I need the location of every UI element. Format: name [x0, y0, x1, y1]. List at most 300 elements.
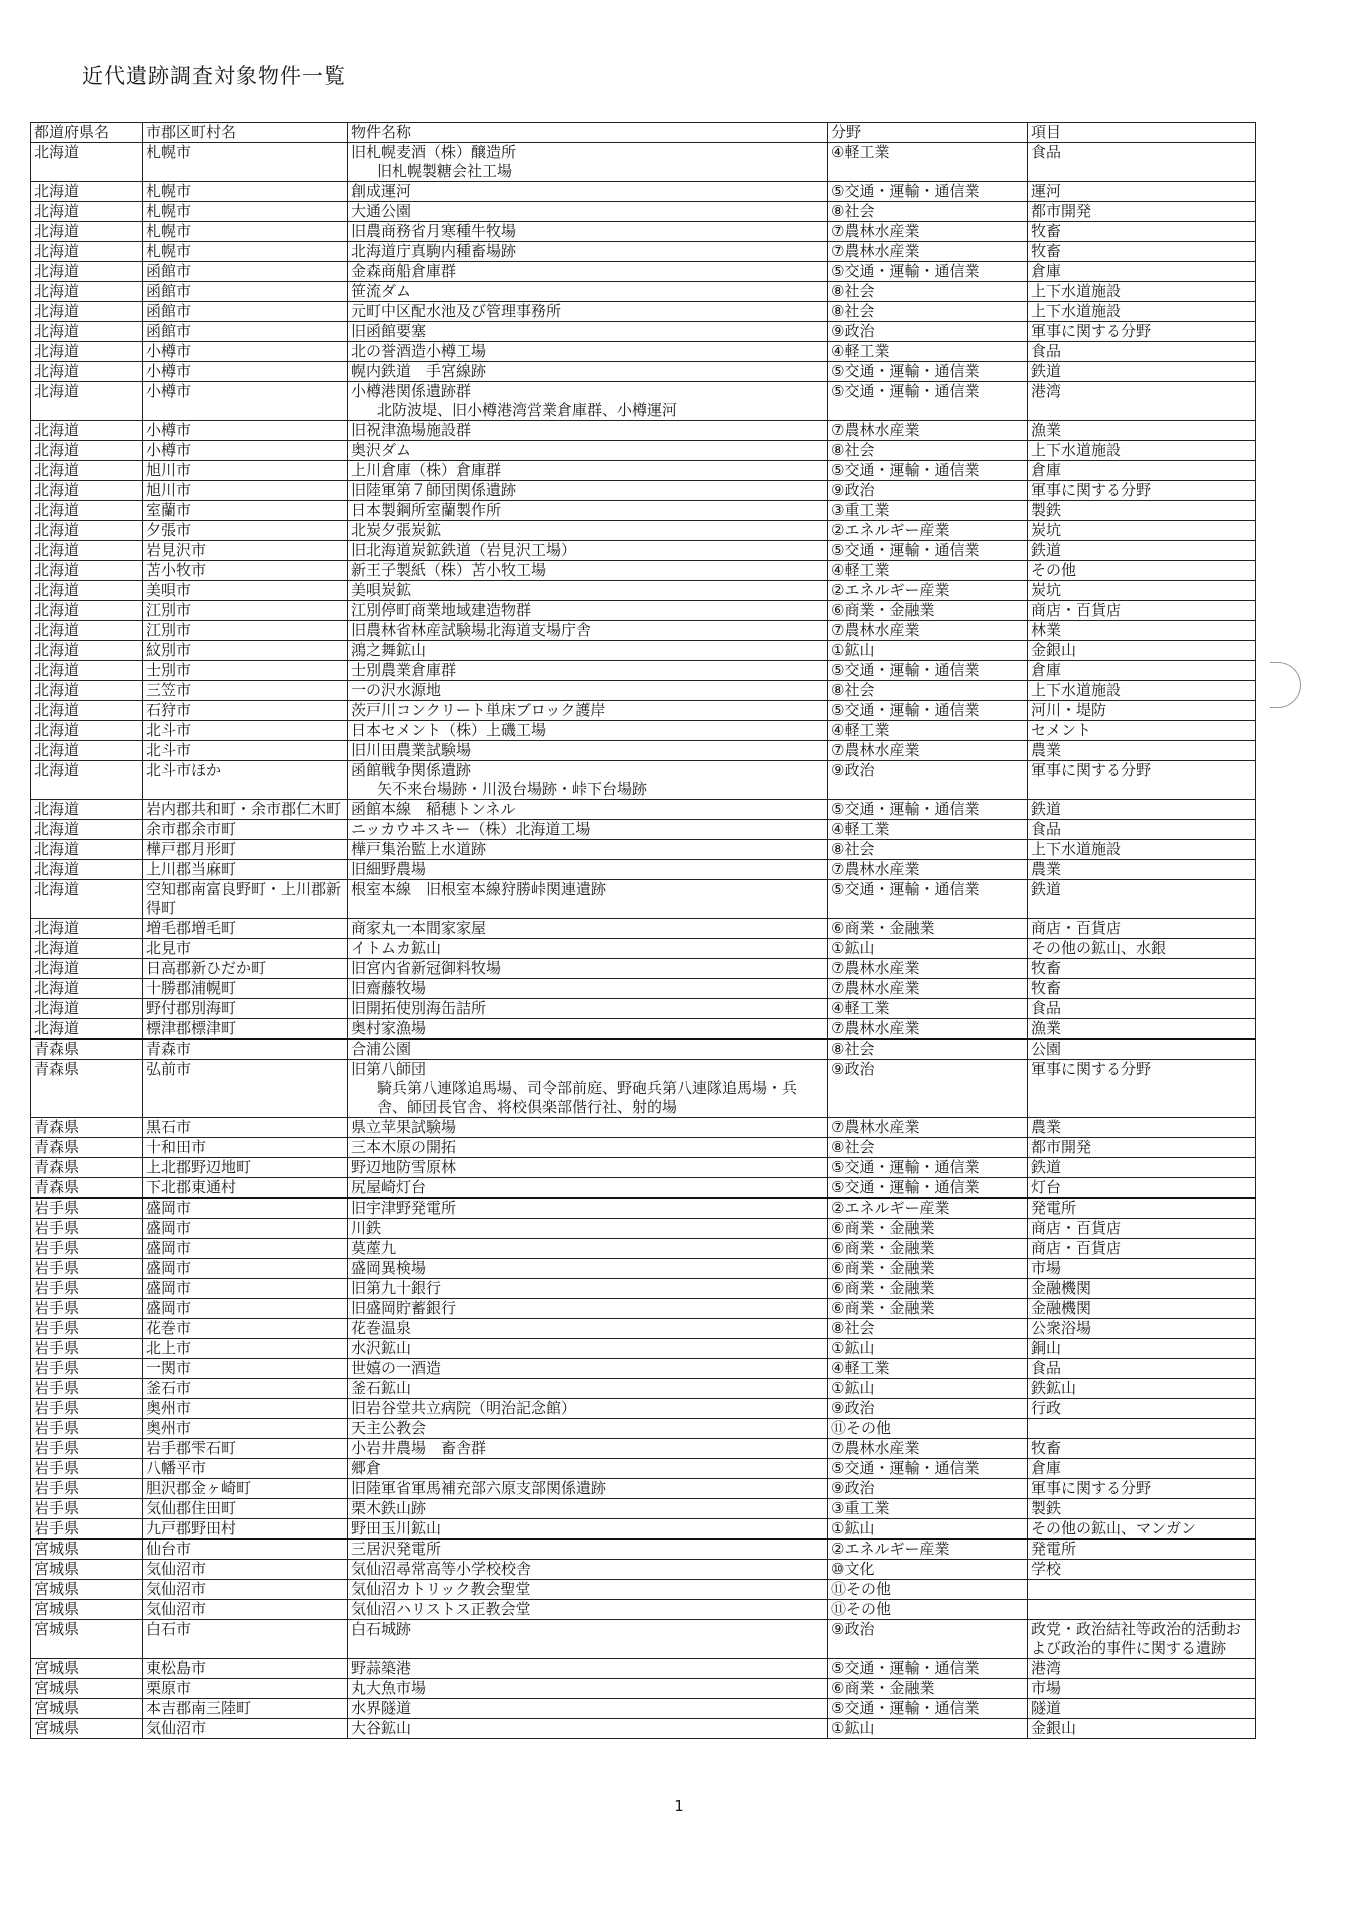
table-row [31, 1138, 1256, 1158]
prefecture-cell: 宮城県 [31, 1659, 143, 1679]
field-cell: ⑤交通・運輸・通信業 [828, 1459, 1028, 1479]
property-name-cell [348, 1600, 828, 1620]
property-name-cell [348, 999, 828, 1019]
municipality-cell: 北斗市 [143, 741, 348, 761]
prefecture-cell: 岩手県 [31, 1198, 143, 1219]
table-row [31, 641, 1256, 661]
municipality-cell: 十勝郡浦幌町 [143, 979, 348, 999]
property-name: 天主公教会 [351, 1419, 427, 1437]
municipality-cell: 栗原市 [143, 1679, 348, 1699]
property-name-cell [348, 1339, 828, 1359]
property-name-cell [348, 441, 828, 461]
prefecture-cell: 岩手県 [31, 1259, 143, 1279]
municipality-cell: 下北郡東通村 [143, 1178, 348, 1199]
property-name-cell [348, 1019, 828, 1040]
municipality-cell: 盛岡市 [143, 1259, 348, 1279]
field-cell: ⑨政治 [828, 1620, 1028, 1659]
table-row [31, 1178, 1256, 1199]
table-row [31, 820, 1256, 840]
item-cell: 食品 [1028, 1359, 1256, 1379]
table-row [31, 202, 1256, 222]
table-row [31, 701, 1256, 721]
field-cell: ⑤交通・運輸・通信業 [828, 701, 1028, 721]
item-cell: 港湾 [1028, 382, 1256, 421]
property-name-cell [348, 1539, 828, 1560]
property-name-cell [348, 521, 828, 541]
municipality-cell: 九戸郡野田村 [143, 1519, 348, 1540]
property-name-cell [348, 1399, 828, 1419]
field-cell: ②エネルギー産業 [828, 1539, 1028, 1560]
property-name: イトムカ鉱山 [351, 939, 442, 957]
table-row [31, 1620, 1256, 1659]
field-cell: ⑨政治 [828, 1399, 1028, 1419]
property-name: 旧宇津野発電所 [351, 1199, 457, 1217]
field-cell: ⑪その他 [828, 1600, 1028, 1620]
table-row [31, 860, 1256, 880]
property-name-cell [348, 1379, 828, 1399]
property-name-cell [348, 641, 828, 661]
item-cell: 鉄道 [1028, 800, 1256, 820]
table-row [31, 302, 1256, 322]
municipality-cell: 岩手郡雫石町 [143, 1439, 348, 1459]
item-cell: 上下水道施設 [1028, 302, 1256, 322]
municipality-cell: 苫小牧市 [143, 561, 348, 581]
prefecture-cell: 北海道 [31, 1019, 143, 1040]
property-name-cell [348, 1620, 828, 1659]
property-name: 函館本線 稲穂トンネル [351, 800, 516, 818]
field-cell: ⑤交通・運輸・通信業 [828, 382, 1028, 421]
item-cell: 食品 [1028, 143, 1256, 182]
field-cell: ⑧社会 [828, 681, 1028, 701]
prefecture-cell: 北海道 [31, 661, 143, 681]
property-name: 笹流ダム [351, 282, 412, 300]
table-row [31, 661, 1256, 681]
item-cell: 発電所 [1028, 1539, 1256, 1560]
property-name: 茨戸川コンクリート単床ブロック護岸 [351, 701, 606, 719]
table-row [31, 1600, 1256, 1620]
item-cell: その他の鉱山、マンガン [1028, 1519, 1256, 1540]
municipality-cell: 小樽市 [143, 421, 348, 441]
table-row [31, 262, 1256, 282]
property-name: 三本木原の開拓 [351, 1138, 457, 1156]
table-row [31, 1158, 1256, 1178]
prefecture-cell: 宮城県 [31, 1620, 143, 1659]
field-cell: ⑤交通・運輸・通信業 [828, 362, 1028, 382]
item-cell: 牧畜 [1028, 1439, 1256, 1459]
field-cell: ⑧社会 [828, 302, 1028, 322]
table-row [31, 1699, 1256, 1719]
table-row [31, 1198, 1256, 1219]
municipality-cell: 小樽市 [143, 342, 348, 362]
prefecture-cell: 岩手県 [31, 1459, 143, 1479]
field-cell: ②エネルギー産業 [828, 581, 1028, 601]
prefecture-cell: 北海道 [31, 601, 143, 621]
property-name-cell [348, 701, 828, 721]
column-header: 分野 [828, 123, 1028, 143]
prefecture-cell: 岩手県 [31, 1299, 143, 1319]
municipality-cell: 気仙沼市 [143, 1580, 348, 1600]
property-name: 気仙沼尋常高等小学校校舎 [351, 1560, 532, 1578]
table-row [31, 1379, 1256, 1399]
property-name: 日本セメント（株）上磯工場 [351, 721, 547, 739]
municipality-cell: 石狩市 [143, 701, 348, 721]
table-row [31, 461, 1256, 481]
property-name: 旧第九十銀行 [351, 1279, 442, 1297]
item-cell: 農業 [1028, 741, 1256, 761]
field-cell: ⑦農林水産業 [828, 1439, 1028, 1459]
property-name: 川鉄 [351, 1219, 382, 1237]
item-cell: 金銀山 [1028, 641, 1256, 661]
property-name: 日本製鋼所室蘭製作所 [351, 501, 502, 519]
table-row [31, 1580, 1256, 1600]
field-cell: ⑦農林水産業 [828, 1019, 1028, 1040]
item-cell: セメント [1028, 721, 1256, 741]
property-name-cell [348, 1158, 828, 1178]
property-name: 旧岩谷堂共立病院（明治記念館） [351, 1399, 577, 1417]
field-cell: ⑤交通・運輸・通信業 [828, 461, 1028, 481]
prefecture-cell: 宮城県 [31, 1679, 143, 1699]
property-name-cell [348, 1359, 828, 1379]
field-cell: ⑧社会 [828, 282, 1028, 302]
field-cell: ⑨政治 [828, 1479, 1028, 1499]
property-name-cell [348, 661, 828, 681]
prefecture-cell: 北海道 [31, 143, 143, 182]
item-cell [1028, 1419, 1256, 1439]
page-number: 1 [674, 1797, 684, 1815]
municipality-cell: 上川郡当麻町 [143, 860, 348, 880]
property-name: 合浦公園 [351, 1040, 412, 1058]
field-cell: ⑤交通・運輸・通信業 [828, 1178, 1028, 1199]
property-name: 鴻之舞鉱山 [351, 641, 427, 659]
table-row [31, 741, 1256, 761]
property-name-cell [348, 541, 828, 561]
prefecture-cell: 北海道 [31, 202, 143, 222]
municipality-cell: 増毛郡増毛町 [143, 919, 348, 939]
prefecture-cell: 北海道 [31, 222, 143, 242]
municipality-cell: 野付郡別海町 [143, 999, 348, 1019]
page-title: 近代遺跡調査対象物件一覧 [82, 64, 346, 88]
item-cell: 製鉄 [1028, 501, 1256, 521]
item-cell: 軍事に関する分野 [1028, 322, 1256, 342]
prefecture-cell: 北海道 [31, 561, 143, 581]
property-name: 小岩井農場 畜舎群 [351, 1439, 487, 1457]
prefecture-cell: 北海道 [31, 800, 143, 820]
municipality-cell: 岩見沢市 [143, 541, 348, 561]
table-row [31, 561, 1256, 581]
table-row [31, 1560, 1256, 1580]
item-cell: 学校 [1028, 1560, 1256, 1580]
property-name-cell [348, 561, 828, 581]
prefecture-cell: 北海道 [31, 262, 143, 282]
table-row [31, 421, 1256, 441]
item-cell: 隧道 [1028, 1699, 1256, 1719]
property-table [30, 122, 1255, 1739]
item-cell: 商店・百貨店 [1028, 1219, 1256, 1239]
table-row [31, 322, 1256, 342]
prefecture-cell: 岩手県 [31, 1279, 143, 1299]
field-cell: ④軽工業 [828, 721, 1028, 741]
prefecture-cell: 北海道 [31, 302, 143, 322]
prefecture-cell: 北海道 [31, 182, 143, 202]
item-cell: 都市開発 [1028, 1138, 1256, 1158]
item-cell: 灯台 [1028, 1178, 1256, 1199]
municipality-cell: 函館市 [143, 262, 348, 282]
item-cell: 牧畜 [1028, 242, 1256, 262]
table-row [31, 1359, 1256, 1379]
table-row [31, 681, 1256, 701]
property-name: 旧祝津漁場施設群 [351, 421, 472, 439]
column-header: 都道府県名 [31, 123, 143, 143]
property-name: 旧農商務省月寒種牛牧場 [351, 222, 517, 240]
prefecture-cell: 北海道 [31, 761, 143, 800]
item-cell: 軍事に関する分野 [1028, 1060, 1256, 1118]
table-row [31, 1259, 1256, 1279]
property-name: 北海道庁真駒内種畜場跡 [351, 242, 517, 260]
property-name: 商家丸一本間家家屋 [351, 919, 487, 937]
property-name-cell [348, 1719, 828, 1739]
field-cell: ⑧社会 [828, 1319, 1028, 1339]
table-row [31, 242, 1256, 262]
field-cell: ⑦農林水産業 [828, 621, 1028, 641]
municipality-cell: 樺戸郡月形町 [143, 840, 348, 860]
property-name-cell [348, 1259, 828, 1279]
field-cell: ⑤交通・運輸・通信業 [828, 1659, 1028, 1679]
field-cell: ⑤交通・運輸・通信業 [828, 661, 1028, 681]
prefecture-cell: 北海道 [31, 741, 143, 761]
property-name: 元町中区配水池及び管理事務所 [351, 302, 562, 320]
item-cell: 市場 [1028, 1259, 1256, 1279]
property-name-cell [348, 1319, 828, 1339]
item-cell: 牧畜 [1028, 979, 1256, 999]
prefecture-cell: 北海道 [31, 382, 143, 421]
item-cell: その他の鉱山、水銀 [1028, 939, 1256, 959]
item-cell: 軍事に関する分野 [1028, 1479, 1256, 1499]
property-name: 野辺地防雪原林 [351, 1158, 457, 1176]
property-name-cell [348, 421, 828, 441]
table-row [31, 1219, 1256, 1239]
field-cell: ①鉱山 [828, 939, 1028, 959]
item-cell: 金融機関 [1028, 1299, 1256, 1319]
prefecture-cell: 北海道 [31, 501, 143, 521]
item-cell: 市場 [1028, 1679, 1256, 1699]
table-row [31, 581, 1256, 601]
property-name-cell [348, 1060, 828, 1118]
table-row [31, 1539, 1256, 1560]
column-header: 項目 [1028, 123, 1256, 143]
municipality-cell: 北斗市 [143, 721, 348, 741]
field-cell: ⑤交通・運輸・通信業 [828, 1699, 1028, 1719]
property-name: 旧札幌麦酒（株）醸造所 [351, 143, 517, 161]
item-cell: 鉄道 [1028, 880, 1256, 919]
table-row [31, 182, 1256, 202]
table-row [31, 800, 1256, 820]
municipality-cell: 奥州市 [143, 1399, 348, 1419]
municipality-cell: 北斗市ほか [143, 761, 348, 800]
municipality-cell: 盛岡市 [143, 1299, 348, 1319]
prefecture-cell: 北海道 [31, 880, 143, 919]
prefecture-cell: 青森県 [31, 1158, 143, 1178]
property-name-cell [348, 581, 828, 601]
item-cell: 行政 [1028, 1399, 1256, 1419]
field-cell: ⑧社会 [828, 202, 1028, 222]
item-cell: 商店・百貨店 [1028, 919, 1256, 939]
column-header: 市郡区町村名 [143, 123, 348, 143]
property-name: 大谷鉱山 [351, 1719, 412, 1737]
property-name: 白石城跡 [351, 1620, 412, 1638]
table-row [31, 1319, 1256, 1339]
field-cell: ⑨政治 [828, 481, 1028, 501]
item-cell: 牧畜 [1028, 222, 1256, 242]
municipality-cell: 札幌市 [143, 242, 348, 262]
property-name: 北の誉酒造小樽工場 [351, 342, 487, 360]
municipality-cell: 小樽市 [143, 362, 348, 382]
prefecture-cell: 岩手県 [31, 1439, 143, 1459]
item-cell: 金融機関 [1028, 1279, 1256, 1299]
property-name-cell [348, 959, 828, 979]
item-cell: 農業 [1028, 860, 1256, 880]
property-name-cell [348, 1118, 828, 1138]
item-cell: 食品 [1028, 342, 1256, 362]
prefecture-cell: 北海道 [31, 840, 143, 860]
municipality-cell: 仙台市 [143, 1539, 348, 1560]
item-cell: 都市開発 [1028, 202, 1256, 222]
field-cell: ⑦農林水産業 [828, 979, 1028, 999]
municipality-cell: 盛岡市 [143, 1279, 348, 1299]
prefecture-cell: 岩手県 [31, 1479, 143, 1499]
property-name-cell [348, 721, 828, 741]
field-cell: ⑥商業・金融業 [828, 1259, 1028, 1279]
prefecture-cell: 北海道 [31, 701, 143, 721]
table-row [31, 919, 1256, 939]
item-cell: 倉庫 [1028, 661, 1256, 681]
property-name-cell [348, 919, 828, 939]
municipality-cell: 江別市 [143, 621, 348, 641]
table-row [31, 1499, 1256, 1519]
prefecture-cell: 北海道 [31, 820, 143, 840]
property-name-cell [348, 1679, 828, 1699]
prefecture-cell: 青森県 [31, 1039, 143, 1060]
property-name: 新王子製紙（株）苫小牧工場 [351, 561, 547, 579]
field-cell: ②エネルギー産業 [828, 1198, 1028, 1219]
property-name-cell [348, 242, 828, 262]
property-name: 奥沢ダム [351, 441, 412, 459]
property-name: 丸大魚市場 [351, 1679, 427, 1697]
municipality-cell: 青森市 [143, 1039, 348, 1060]
item-cell: 運河 [1028, 182, 1256, 202]
field-cell: ②エネルギー産業 [828, 521, 1028, 541]
property-name-cell [348, 1560, 828, 1580]
property-name-cell [348, 501, 828, 521]
property-name: 旧陸軍省軍馬補充部六原支部関係遺跡 [351, 1479, 607, 1497]
municipality-cell: 花巻市 [143, 1319, 348, 1339]
municipality-cell: 士別市 [143, 661, 348, 681]
property-name: 美唄炭鉱 [351, 581, 412, 599]
prefecture-cell: 北海道 [31, 461, 143, 481]
field-cell: ⑥商業・金融業 [828, 1239, 1028, 1259]
municipality-cell: 函館市 [143, 302, 348, 322]
prefecture-cell: 青森県 [31, 1178, 143, 1199]
field-cell: ⑪その他 [828, 1580, 1028, 1600]
property-name-cell [348, 1039, 828, 1060]
property-name-cell [348, 481, 828, 501]
property-name-cell [348, 143, 828, 182]
field-cell: ⑤交通・運輸・通信業 [828, 262, 1028, 282]
prefecture-cell: 北海道 [31, 641, 143, 661]
field-cell: ⑦農林水産業 [828, 242, 1028, 262]
field-cell: ①鉱山 [828, 1339, 1028, 1359]
property-name-cell [348, 1580, 828, 1600]
property-name-cell [348, 840, 828, 860]
item-cell: 農業 [1028, 1118, 1256, 1138]
municipality-cell: 釜石市 [143, 1379, 348, 1399]
field-cell: ①鉱山 [828, 641, 1028, 661]
field-cell: ①鉱山 [828, 1719, 1028, 1739]
property-name: 一の沢水源地 [351, 681, 442, 699]
municipality-cell: 札幌市 [143, 202, 348, 222]
item-cell: 商店・百貨店 [1028, 601, 1256, 621]
property-name: 旧第八師団 [351, 1060, 427, 1078]
field-cell: ⑦農林水産業 [828, 959, 1028, 979]
item-cell: 上下水道施設 [1028, 840, 1256, 860]
item-cell: 上下水道施設 [1028, 441, 1256, 461]
prefecture-cell: 北海道 [31, 681, 143, 701]
table-row [31, 601, 1256, 621]
table-row [31, 721, 1256, 741]
property-name: 旧函館要塞 [351, 322, 427, 340]
property-name-cell [348, 302, 828, 322]
property-name: 根室本線 旧根室本線狩勝峠関連遺跡 [351, 880, 607, 898]
table-row [31, 1479, 1256, 1499]
prefecture-cell: 北海道 [31, 721, 143, 741]
municipality-cell: 奥州市 [143, 1419, 348, 1439]
item-cell: 港湾 [1028, 1659, 1256, 1679]
property-name: 奥村家漁場 [351, 1019, 427, 1037]
item-cell: 倉庫 [1028, 461, 1256, 481]
prefecture-cell: 岩手県 [31, 1399, 143, 1419]
municipality-cell: 白石市 [143, 1620, 348, 1659]
table-row [31, 840, 1256, 860]
field-cell: ⑥商業・金融業 [828, 1299, 1028, 1319]
municipality-cell: 美唄市 [143, 581, 348, 601]
property-name-cell [348, 282, 828, 302]
municipality-cell: 上北郡野辺地町 [143, 1158, 348, 1178]
municipality-cell: 八幡平市 [143, 1459, 348, 1479]
property-name: 気仙沼ハリストス正教会堂 [351, 1600, 531, 1618]
item-cell: 政党・政治結社等政治的活動および政治的事件に関する遺跡 [1028, 1620, 1256, 1659]
property-name-cell [348, 1239, 828, 1259]
property-name: 釜石鉱山 [351, 1379, 412, 1397]
prefecture-cell: 宮城県 [31, 1600, 143, 1620]
field-cell: ⑨政治 [828, 1060, 1028, 1118]
prefecture-cell: 北海道 [31, 322, 143, 342]
field-cell: ⑥商業・金融業 [828, 1679, 1028, 1699]
property-name: 野田玉川鉱山 [351, 1519, 442, 1537]
table-row [31, 999, 1256, 1019]
field-cell: ③重工業 [828, 501, 1028, 521]
municipality-cell: 一関市 [143, 1359, 348, 1379]
prefecture-cell: 北海道 [31, 999, 143, 1019]
prefecture-cell: 北海道 [31, 242, 143, 262]
table-row [31, 382, 1256, 421]
prefecture-cell: 青森県 [31, 1060, 143, 1118]
column-header: 物件名称 [348, 123, 828, 143]
property-name: 県立苹果試験場 [351, 1118, 457, 1136]
field-cell: ⑤交通・運輸・通信業 [828, 541, 1028, 561]
item-cell: 上下水道施設 [1028, 681, 1256, 701]
field-cell: ⑦農林水産業 [828, 741, 1028, 761]
item-cell: 公園 [1028, 1039, 1256, 1060]
field-cell: ⑦農林水産業 [828, 222, 1028, 242]
